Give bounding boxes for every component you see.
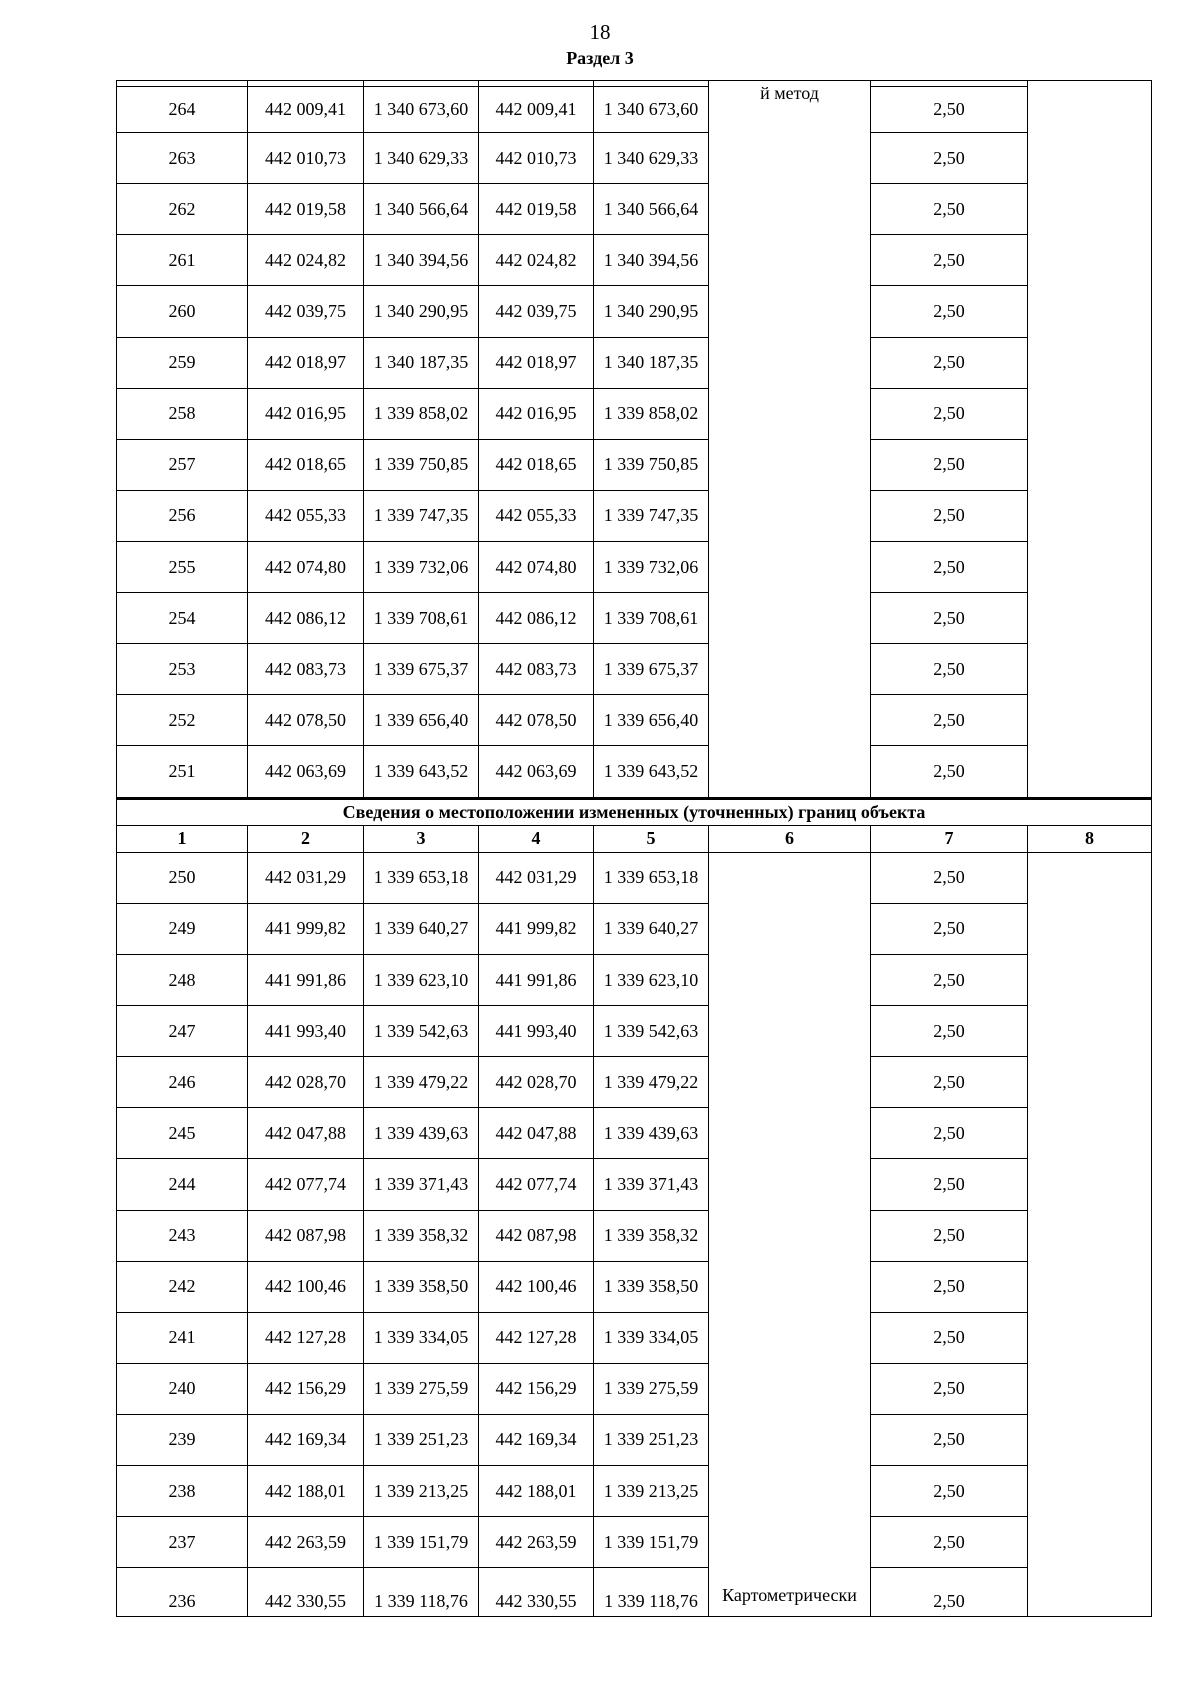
point-number: 260 — [117, 286, 248, 337]
method-cell — [709, 133, 871, 184]
note-cell — [1028, 439, 1152, 490]
coord-y-refined: 1 340 290,95 — [594, 286, 709, 337]
method-cell — [709, 286, 871, 337]
table-row — [117, 541, 1152, 592]
coord-x-existing: 442 024,82 — [248, 235, 364, 286]
coord-x-existing: 442 074,80 — [248, 541, 364, 592]
coord-x-refined: 442 087,98 — [479, 1210, 594, 1261]
method-cell — [709, 439, 871, 490]
method-cell — [709, 388, 871, 439]
table-row — [117, 1159, 1152, 1210]
accuracy-value: 2,50 — [871, 133, 1028, 184]
coord-y-existing: 1 339 151,79 — [364, 1517, 479, 1568]
note-cell — [1028, 1363, 1152, 1414]
coord-y-existing: 1 339 479,22 — [364, 1057, 479, 1108]
table-row — [117, 852, 1152, 903]
note-cell — [1028, 593, 1152, 644]
coord-x-existing: 442 010,73 — [248, 133, 364, 184]
coord-y-existing: 1 339 542,63 — [364, 1006, 479, 1057]
point-number: 264 — [117, 87, 248, 133]
coord-y-refined: 1 339 750,85 — [594, 439, 709, 490]
accuracy-value: 2,50 — [871, 541, 1028, 592]
coord-y-existing: 1 339 358,32 — [364, 1210, 479, 1261]
coord-y-existing: 1 339 275,59 — [364, 1363, 479, 1414]
method-cell — [709, 541, 871, 592]
coord-x-existing: 442 188,01 — [248, 1466, 364, 1517]
coord-y-existing: 1 339 640,27 — [364, 903, 479, 954]
coord-x-existing: 442 169,34 — [248, 1414, 364, 1465]
coord-x-refined: 442 063,69 — [479, 746, 594, 798]
coord-y-existing: 1 340 394,56 — [364, 235, 479, 286]
method-cell — [709, 1261, 871, 1312]
coord-y-existing: 1 339 213,25 — [364, 1466, 479, 1517]
coord-x-existing: 442 028,70 — [248, 1057, 364, 1108]
note-cell — [1028, 1159, 1152, 1210]
table-row — [117, 644, 1152, 695]
accuracy-value: 2,50 — [871, 1363, 1028, 1414]
coord-y-existing: 1 339 732,06 — [364, 541, 479, 592]
table-section-header — [117, 798, 1152, 852]
note-cell — [1028, 1210, 1152, 1261]
point-number: 252 — [117, 695, 248, 746]
coord-x-refined: 442 074,80 — [479, 541, 594, 592]
method-text: Картометрически — [722, 1585, 857, 1605]
accuracy-value: 2,50 — [871, 1210, 1028, 1261]
page-number: 18 — [589, 20, 611, 44]
coord-x-refined: 442 263,59 — [479, 1517, 594, 1568]
coord-y-refined: 1 339 251,23 — [594, 1414, 709, 1465]
coord-y-refined: 1 340 566,64 — [594, 184, 709, 235]
method-cell — [709, 644, 871, 695]
note-cell — [1028, 695, 1152, 746]
section-heading-row — [117, 798, 1152, 825]
coord-x-refined: 442 028,70 — [479, 1057, 594, 1108]
column-number: 1 — [117, 825, 248, 852]
coord-x-refined: 442 016,95 — [479, 388, 594, 439]
method-cell — [709, 235, 871, 286]
point-number: 251 — [117, 746, 248, 798]
coord-x-refined: 442 078,50 — [479, 695, 594, 746]
coord-x-existing: 441 999,82 — [248, 903, 364, 954]
coord-x-refined: 442 188,01 — [479, 1466, 594, 1517]
point-number: 247 — [117, 1006, 248, 1057]
coord-x-existing: 442 018,65 — [248, 439, 364, 490]
coord-y-refined: 1 340 673,60 — [594, 87, 709, 133]
coord-x-existing: 442 078,50 — [248, 695, 364, 746]
coord-x-refined: 442 169,34 — [479, 1414, 594, 1465]
coord-x-refined: 442 031,29 — [479, 852, 594, 903]
coord-y-existing: 1 339 358,50 — [364, 1261, 479, 1312]
coord-x-existing: 442 016,95 — [248, 388, 364, 439]
accuracy-value: 2,50 — [871, 1108, 1028, 1159]
coord-y-refined: 1 339 213,25 — [594, 1466, 709, 1517]
coord-x-existing: 442 086,12 — [248, 593, 364, 644]
coord-y-refined: 1 339 708,61 — [594, 593, 709, 644]
accuracy-value: 2,50 — [871, 286, 1028, 337]
accuracy-value: 2,50 — [871, 1006, 1028, 1057]
accuracy-value: 2,50 — [871, 388, 1028, 439]
note-cell — [1028, 1568, 1152, 1617]
method-cell — [709, 1466, 871, 1517]
coord-x-existing: 442 263,59 — [248, 1517, 364, 1568]
accuracy-value: 2,50 — [871, 1057, 1028, 1108]
coord-x-refined: 442 156,29 — [479, 1363, 594, 1414]
coord-x-refined: 441 993,40 — [479, 1006, 594, 1057]
coord-y-refined: 1 340 187,35 — [594, 337, 709, 388]
method-cell — [709, 903, 871, 954]
accuracy-value: 2,50 — [871, 954, 1028, 1005]
table-row — [117, 746, 1152, 798]
point-number: 258 — [117, 388, 248, 439]
note-cell — [1028, 1517, 1152, 1568]
accuracy-value: 2,50 — [871, 1159, 1028, 1210]
note-cell — [1028, 1414, 1152, 1465]
point-number: 254 — [117, 593, 248, 644]
coord-y-refined: 1 339 479,22 — [594, 1057, 709, 1108]
accuracy-value: 2,50 — [871, 337, 1028, 388]
table-row — [117, 235, 1152, 286]
coord-x-existing: 442 063,69 — [248, 746, 364, 798]
table-row — [117, 133, 1152, 184]
table-row — [117, 1517, 1152, 1568]
coord-y-existing: 1 339 643,52 — [364, 746, 479, 798]
method-cell — [709, 1414, 871, 1465]
column-number: 6 — [709, 825, 871, 852]
coord-x-existing: 442 087,98 — [248, 1210, 364, 1261]
column-number: 7 — [871, 825, 1028, 852]
note-cell — [1028, 235, 1152, 286]
coord-x-refined: 442 083,73 — [479, 644, 594, 695]
coord-y-refined: 1 339 656,40 — [594, 695, 709, 746]
column-number: 8 — [1028, 825, 1152, 852]
coord-y-existing: 1 339 653,18 — [364, 852, 479, 903]
point-number: 243 — [117, 1210, 248, 1261]
coord-y-existing: 1 339 858,02 — [364, 388, 479, 439]
coord-x-existing: 442 100,46 — [248, 1261, 364, 1312]
note-cell — [1028, 954, 1152, 1005]
accuracy-value: 2,50 — [871, 593, 1028, 644]
method-cell — [709, 1057, 871, 1108]
coord-x-refined: 442 055,33 — [479, 490, 594, 541]
accuracy-value: 2,50 — [871, 439, 1028, 490]
coord-x-existing: 442 031,29 — [248, 852, 364, 903]
coordinates-table — [116, 80, 1152, 1617]
table-row — [117, 1210, 1152, 1261]
coord-y-existing: 1 339 675,37 — [364, 644, 479, 695]
accuracy-value: 2,50 — [871, 1312, 1028, 1363]
coord-y-refined: 1 339 118,76 — [594, 1568, 709, 1617]
method-cell — [709, 1312, 871, 1363]
coord-x-refined: 442 047,88 — [479, 1108, 594, 1159]
point-number: 249 — [117, 903, 248, 954]
coord-y-refined: 1 339 623,10 — [594, 954, 709, 1005]
note-cell — [1028, 286, 1152, 337]
coord-x-refined: 442 024,82 — [479, 235, 594, 286]
column-number: 5 — [594, 825, 709, 852]
coord-x-existing: 442 083,73 — [248, 644, 364, 695]
coord-y-existing: 1 339 750,85 — [364, 439, 479, 490]
coord-x-existing: 442 330,55 — [248, 1568, 364, 1617]
coord-x-existing: 442 077,74 — [248, 1159, 364, 1210]
point-number: 238 — [117, 1466, 248, 1517]
coord-y-existing: 1 339 334,05 — [364, 1312, 479, 1363]
section-heading: Сведения о местоположении измененных (уточненных) границ объекта — [117, 798, 1152, 825]
coord-y-refined: 1 339 675,37 — [594, 644, 709, 695]
table-row — [117, 1414, 1152, 1465]
note-cell — [1028, 388, 1152, 439]
method-text: й метод — [760, 86, 819, 103]
method-cell — [709, 593, 871, 644]
coord-y-refined: 1 340 629,33 — [594, 133, 709, 184]
coord-y-refined: 1 339 643,52 — [594, 746, 709, 798]
coord-y-existing: 1 339 623,10 — [364, 954, 479, 1005]
coord-y-existing: 1 339 708,61 — [364, 593, 479, 644]
table-row — [117, 1312, 1152, 1363]
column-number: 4 — [479, 825, 594, 852]
note-cell — [1028, 746, 1152, 798]
coord-y-refined: 1 339 371,43 — [594, 1159, 709, 1210]
table-row — [117, 1006, 1152, 1057]
accuracy-value: 2,50 — [871, 1261, 1028, 1312]
table-row — [117, 1466, 1152, 1517]
table-row — [117, 593, 1152, 644]
method-cell — [709, 746, 871, 798]
note-cell — [1028, 1466, 1152, 1517]
coord-x-refined: 442 018,97 — [479, 337, 594, 388]
accuracy-value: 2,50 — [871, 903, 1028, 954]
method-cell — [709, 337, 871, 388]
method-cell — [709, 1568, 871, 1617]
coord-x-existing: 441 991,86 — [248, 954, 364, 1005]
table-row — [117, 184, 1152, 235]
coord-x-existing: 442 127,28 — [248, 1312, 364, 1363]
accuracy-value: 2,50 — [871, 235, 1028, 286]
coord-x-refined: 442 077,74 — [479, 1159, 594, 1210]
coord-x-refined: 441 999,82 — [479, 903, 594, 954]
point-number: 237 — [117, 1517, 248, 1568]
coord-y-refined: 1 339 542,63 — [594, 1006, 709, 1057]
note-cell — [1028, 852, 1152, 903]
accuracy-value: 2,50 — [871, 1414, 1028, 1465]
note-cell — [1028, 87, 1152, 133]
note-cell — [1028, 903, 1152, 954]
column-number-row — [117, 825, 1152, 852]
accuracy-value: 2,50 — [871, 1466, 1028, 1517]
point-number: 236 — [117, 1568, 248, 1617]
coord-y-existing: 1 339 439,63 — [364, 1108, 479, 1159]
coord-x-refined: 442 019,58 — [479, 184, 594, 235]
note-cell — [1028, 1261, 1152, 1312]
coord-y-refined: 1 339 439,63 — [594, 1108, 709, 1159]
coord-x-refined: 442 100,46 — [479, 1261, 594, 1312]
coord-x-refined: 442 039,75 — [479, 286, 594, 337]
point-number: 262 — [117, 184, 248, 235]
table-row — [117, 954, 1152, 1005]
accuracy-value: 2,50 — [871, 1517, 1028, 1568]
point-number: 245 — [117, 1108, 248, 1159]
coord-x-refined: 442 330,55 — [479, 1568, 594, 1617]
coord-x-existing: 442 047,88 — [248, 1108, 364, 1159]
coord-y-refined: 1 339 640,27 — [594, 903, 709, 954]
coord-x-refined: 442 086,12 — [479, 593, 594, 644]
point-number: 257 — [117, 439, 248, 490]
coord-y-existing: 1 340 290,95 — [364, 286, 479, 337]
note-cell — [1028, 1057, 1152, 1108]
table-row — [117, 1108, 1152, 1159]
table-body-bottom — [117, 852, 1152, 1616]
accuracy-value: 2,50 — [871, 695, 1028, 746]
point-number: 263 — [117, 133, 248, 184]
coord-y-refined: 1 339 747,35 — [594, 490, 709, 541]
accuracy-value: 2,50 — [871, 184, 1028, 235]
table-row — [117, 695, 1152, 746]
accuracy-value: 2,50 — [871, 746, 1028, 798]
method-cell — [709, 490, 871, 541]
point-number: 250 — [117, 852, 248, 903]
table-row — [117, 1363, 1152, 1414]
coord-y-existing: 1 339 118,76 — [364, 1568, 479, 1617]
method-cell — [709, 1517, 871, 1568]
accuracy-value: 2,50 — [871, 490, 1028, 541]
coord-y-refined: 1 339 358,50 — [594, 1261, 709, 1312]
note-cell — [1028, 1312, 1152, 1363]
coord-x-refined: 442 009,41 — [479, 87, 594, 133]
table-row — [117, 903, 1152, 954]
coord-y-refined: 1 339 653,18 — [594, 852, 709, 903]
coord-x-existing: 442 019,58 — [248, 184, 364, 235]
accuracy-value: 2,50 — [871, 1568, 1028, 1617]
point-number: 256 — [117, 490, 248, 541]
table-row — [117, 439, 1152, 490]
coord-x-refined: 442 127,28 — [479, 1312, 594, 1363]
note-cell — [1028, 490, 1152, 541]
note-cell — [1028, 184, 1152, 235]
method-cell — [709, 852, 871, 903]
accuracy-value: 2,50 — [871, 852, 1028, 903]
table-row — [117, 1568, 1152, 1617]
column-number: 2 — [248, 825, 364, 852]
coord-x-refined: 441 991,86 — [479, 954, 594, 1005]
note-cell — [1028, 337, 1152, 388]
point-number: 255 — [117, 541, 248, 592]
note-cell — [1028, 644, 1152, 695]
coord-x-existing: 442 039,75 — [248, 286, 364, 337]
note-cell — [1028, 1006, 1152, 1057]
section-title: Раздел 3 — [566, 48, 634, 68]
coord-x-refined: 442 018,65 — [479, 439, 594, 490]
point-number: 241 — [117, 1312, 248, 1363]
point-number: 242 — [117, 1261, 248, 1312]
point-number: 239 — [117, 1414, 248, 1465]
method-cell — [709, 87, 871, 133]
table-row — [117, 388, 1152, 439]
coord-y-existing: 1 339 747,35 — [364, 490, 479, 541]
coord-y-existing: 1 340 673,60 — [364, 87, 479, 133]
column-number: 3 — [364, 825, 479, 852]
table-row — [117, 87, 1152, 133]
coord-y-existing: 1 340 187,35 — [364, 337, 479, 388]
method-cell — [709, 1159, 871, 1210]
table-row — [117, 337, 1152, 388]
method-cell — [709, 184, 871, 235]
point-number: 246 — [117, 1057, 248, 1108]
table-row — [117, 286, 1152, 337]
coord-y-existing: 1 339 251,23 — [364, 1414, 479, 1465]
coord-y-refined: 1 339 732,06 — [594, 541, 709, 592]
point-number: 261 — [117, 235, 248, 286]
table-row — [117, 1057, 1152, 1108]
point-number: 244 — [117, 1159, 248, 1210]
note-cell — [1028, 133, 1152, 184]
table-row — [117, 490, 1152, 541]
point-number: 253 — [117, 644, 248, 695]
coord-x-existing: 442 055,33 — [248, 490, 364, 541]
method-cell — [709, 1108, 871, 1159]
coord-y-existing: 1 340 566,64 — [364, 184, 479, 235]
method-cell — [709, 954, 871, 1005]
coord-x-existing: 441 993,40 — [248, 1006, 364, 1057]
coord-y-refined: 1 339 275,59 — [594, 1363, 709, 1414]
table-body-top — [117, 81, 1152, 799]
coord-x-existing: 442 018,97 — [248, 337, 364, 388]
point-number: 240 — [117, 1363, 248, 1414]
coord-x-existing: 442 156,29 — [248, 1363, 364, 1414]
coord-y-refined: 1 340 394,56 — [594, 235, 709, 286]
method-cell — [709, 695, 871, 746]
coord-x-refined: 442 010,73 — [479, 133, 594, 184]
coord-y-refined: 1 339 858,02 — [594, 388, 709, 439]
note-cell — [1028, 1108, 1152, 1159]
accuracy-value: 2,50 — [871, 87, 1028, 133]
method-cell — [709, 1210, 871, 1261]
coord-x-existing: 442 009,41 — [248, 87, 364, 133]
coord-y-existing: 1 339 656,40 — [364, 695, 479, 746]
coord-y-existing: 1 339 371,43 — [364, 1159, 479, 1210]
coord-y-refined: 1 339 334,05 — [594, 1312, 709, 1363]
point-number: 248 — [117, 954, 248, 1005]
method-cell — [709, 1006, 871, 1057]
accuracy-value: 2,50 — [871, 644, 1028, 695]
coord-y-refined: 1 339 151,79 — [594, 1517, 709, 1568]
method-cell — [709, 1363, 871, 1414]
coord-y-existing: 1 340 629,33 — [364, 133, 479, 184]
note-cell — [1028, 541, 1152, 592]
point-number: 259 — [117, 337, 248, 388]
coord-y-refined: 1 339 358,32 — [594, 1210, 709, 1261]
table-row — [117, 1261, 1152, 1312]
